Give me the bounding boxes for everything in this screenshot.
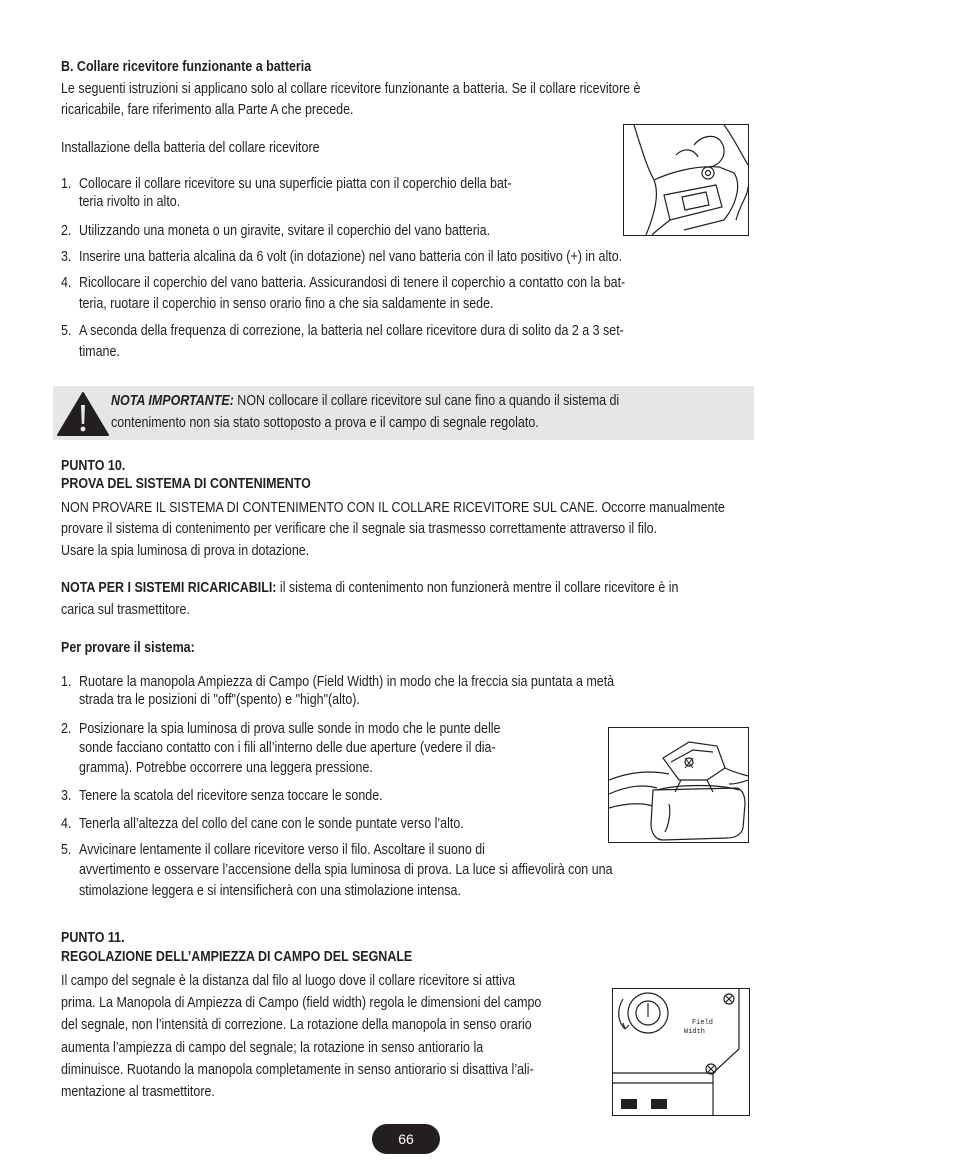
page-number: 66 <box>372 1124 440 1154</box>
b-step5-line2: timane. <box>79 344 120 360</box>
step11-title: REGOLAZIONE DELL’AMPIEZZA DI CAMPO DEL SEGNALE <box>61 949 413 965</box>
b-step4-line2: teria, ruotare il coperchio in senso orario fino a che sia saldamente in sede. <box>79 296 494 312</box>
step10-label: PUNTO 10. <box>61 458 126 474</box>
rechargeable-note-line2: carica sul trasmettitore. <box>61 602 190 618</box>
b-step1-line1: Collocare il collare ricevitore su una superficie piatta con il coperchio della bat- <box>79 176 512 192</box>
step11-line1: Il campo del segnale è la distanza dal filo al luogo dove il collare ricevitore si attiva <box>61 973 516 989</box>
important-note-label: NOTA IMPORTANTE: <box>111 393 234 409</box>
field-width-label-line2: Width <box>683 1028 705 1036</box>
b-step5-line1: A seconda della frequenza di correzione, la batteria nel collare ricevitore dura di solito da 2 a 3 set- <box>79 323 624 339</box>
b-step4-num: 4. <box>61 275 72 291</box>
step11-line2: prima. La Manopola di Ampiezza di Campo (field width) regola le dimensioni del campo <box>61 995 542 1011</box>
step11-line5: diminuisce. Ruotando la manopola completamente in senso antiorario si disattiva l’ali- <box>61 1062 534 1078</box>
important-note-text1: NON collocare il collare ricevitore sul cane fino a quando il sistema di <box>233 393 620 409</box>
t-step2-line3: gramma). Potrebbe occorrere una leggera pressione. <box>79 760 373 776</box>
warning-triangle-icon <box>56 391 110 437</box>
collar-battery-illustration <box>623 124 749 236</box>
t-step2-line2: sonde facciano contatto con i fili all’interno delle due aperture (vedere il dia- <box>79 740 496 756</box>
test-light-illustration <box>608 727 749 843</box>
t-step5-line3: stimolazione leggera e si intensificherà con una stimolazione intensa. <box>79 883 461 899</box>
section-b-intro-line2: ricaricabile, fare riferimento alla Parte A che precede. <box>61 102 354 118</box>
test-heading: Per provare il sistema: <box>61 640 195 656</box>
t-step1-num: 1. <box>61 674 72 690</box>
t-step3-line1: Tenere la scatola del ricevitore senza toccare le sonde. <box>79 788 383 804</box>
section-b-intro-line1: Le seguenti istruzioni si applicano solo al collare ricevitore funzionante a batteria. Se il collare ricevitore è <box>61 81 641 97</box>
t-step5-num: 5. <box>61 842 72 858</box>
t-step5-line1: Avvicinare lentamente il collare ricevitore verso il filo. Ascoltare il suono di <box>79 842 485 858</box>
step10-para-line3: Usare la spia luminosa di prova in dotazione. <box>61 543 310 559</box>
important-note-box <box>53 386 754 440</box>
t-step4-line1: Tenerla all’altezza del collo del cane con le sonde puntate verso l’alto. <box>79 816 464 832</box>
t-step4-num: 4. <box>61 816 72 832</box>
b-step2-line1: Utilizzando una moneta o un giravite, svitare il coperchio del vano batteria. <box>79 223 491 239</box>
t-step3-num: 3. <box>61 788 72 804</box>
t-step5-line2: avvertimento e osservare l’accensione della spia luminosa di prova. La luce si affievolirà con una <box>79 862 613 878</box>
t-step1-line2: strada tra le posizioni di "off"(spento) e "high"(alto). <box>79 692 360 708</box>
field-width-knob-illustration <box>612 988 750 1116</box>
t-step1-line1: Ruotare la manopola Ampiezza di Campo (Field Width) in modo che la freccia sia puntata a metà <box>79 674 615 690</box>
t-step2-num: 2. <box>61 721 72 737</box>
step10-para-line2: provare il sistema di contenimento per verificare che il segnale sia trasmesso correttamente attraverso il filo. <box>61 521 658 537</box>
step10-para-line1: NON PROVARE IL SISTEMA DI CONTENIMENTO CON IL COLLARE RICEVITORE SUL CANE. Occorre manualmente <box>61 500 725 516</box>
step11-label: PUNTO 11. <box>61 930 125 946</box>
b-step3-line1: Inserire una batteria alcalina da 6 volt (in dotazione) nel vano batteria con il lato positivo (+) in alto. <box>79 249 623 265</box>
important-note-line2: contenimento non sia stato sottoposto a prova e il campo di segnale regolato. <box>111 415 539 431</box>
rechargeable-label: NOTA PER I SISTEMI RICARICABILI: <box>61 580 277 596</box>
step11-line3: del segnale, non l’intensità di correzione. La rotazione della manopola in senso orario <box>61 1017 532 1033</box>
b-step5-num: 5. <box>61 323 72 339</box>
step10-title: PROVA DEL SISTEMA DI CONTENIMENTO <box>61 476 311 492</box>
step11-line4: aumenta l’ampiezza di campo del segnale; la rotazione in senso antiorario la <box>61 1040 484 1056</box>
t-step2-line1: Posizionare la spia luminosa di prova sulle sonde in modo che le punte delle <box>79 721 501 737</box>
b-step1-num: 1. <box>61 176 72 192</box>
install-heading: Installazione della batteria del collare ricevitore <box>61 140 320 156</box>
b-step4-line1: Ricollocare il coperchio del vano batteria. Assicurandosi di tenere il coperchio a contatto con la bat- <box>79 275 626 291</box>
section-b-title: B. Collare ricevitore funzionante a batteria <box>61 59 312 75</box>
field-width-label-line1: Field <box>691 1019 713 1027</box>
b-step2-num: 2. <box>61 223 72 239</box>
rechargeable-text1: il sistema di contenimento non funzionerà mentre il collare ricevitore è in <box>276 580 679 596</box>
b-step3-num: 3. <box>61 249 72 265</box>
b-step1-line2: teria rivolto in alto. <box>79 194 181 210</box>
step11-line6: mentazione al trasmettitore. <box>61 1084 215 1100</box>
rechargeable-note-line1 <box>61 578 678 599</box>
important-note-line1 <box>111 391 619 412</box>
